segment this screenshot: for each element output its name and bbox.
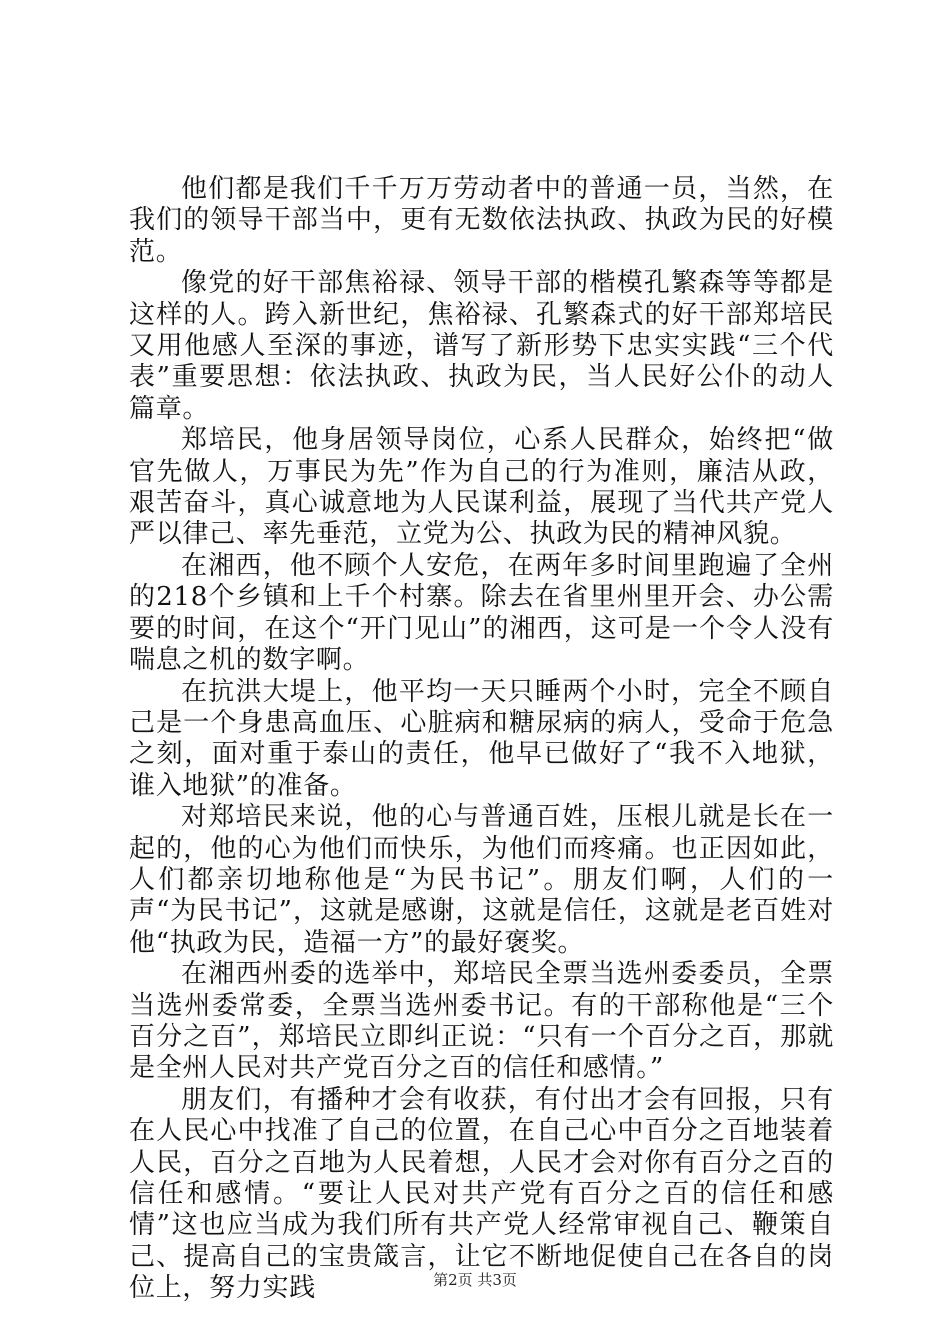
document-body — [129, 174, 834, 1305]
paragraph: 他们都是我们千千万万劳动者中的普通一员，当然，在我们的领导干部当中，更有无数依法执政、执政为民的好模范。 — [129, 174, 834, 267]
paragraph: 对郑培民来说，他的心与普通百姓，压根儿就是长在一起的，他的心为他们而快乐，为他们而疼痛。也正因如此，人们都亲切地称他是“为民书记”。朋友们啊，人们的一声“为民书记”，这就是感谢，这就是信任，这就是老百姓对他“执政为民，造福一方”的最好褒奖。 — [129, 802, 834, 958]
paragraph: 在湘西，他不顾个人安危，在两年多时间里跑遍了全州的218个乡镇和上千个村寨。除去在省里州里开会、办公需要的时间，在这个“开门见山”的湘西，这可是一个令人没有喘息之机的数字啊。 — [129, 550, 834, 676]
paragraph: 像党的好干部焦裕禄、领导干部的楷模孔繁森等等都是这样的人。跨入新世纪，焦裕禄、孔繁森式的好干部郑培民又用他感人至深的事迹，谱写了新形势下忠实实践“三个代表”重要思想：依法执政、执政为民，当人民好公仆的动人篇章。 — [129, 268, 834, 424]
paragraph: 在湘西州委的选举中，郑培民全票当选州委委员，全票当选州委常委，全票当选州委书记。有的干部称他是“三个百分之百”，郑培民立即纠正说：“只有一个百分之百，那就是全州人民对共产党百分之百的信任和感情。” — [129, 959, 834, 1084]
paragraph: 朋友们，有播种才会有收获，有付出才会有回报，只有在人民心中找准了自己的位置，在自己心中百分之百地装着人民，百分之百地为人民着想，人民才会对你有百分之百的信任和感情。“要让人民对共产党有百分之百的信任和感情”这也应当成为我们所有共产党人经常审视自己、鞭策自己、提高自己的宝贵箴言，让它不断地促使自己在各自的岗位上，努力实践 — [129, 1084, 834, 1304]
paragraph: 在抗洪大堤上，他平均一天只睡两个小时，完全不顾自己是一个身患高血压、心脏病和糖尿病的病人，受命于危急之刻，面对重于泰山的责任，他早已做好了“我不入地狱，谁入地狱”的准备。 — [129, 676, 834, 801]
page-number-footer: 第2页 共3页 — [433, 1271, 517, 1289]
paragraph: 郑培民，他身居领导岗位，心系人民群众，始终把“做官先做人，万事民为先”作为自己的行为准则，廉洁从政，艰苦奋斗，真心诚意地为人民谋利益，展现了当代共产党人严以律己、率先垂范，立党为公、执政为民的精神风貌。 — [129, 425, 834, 550]
